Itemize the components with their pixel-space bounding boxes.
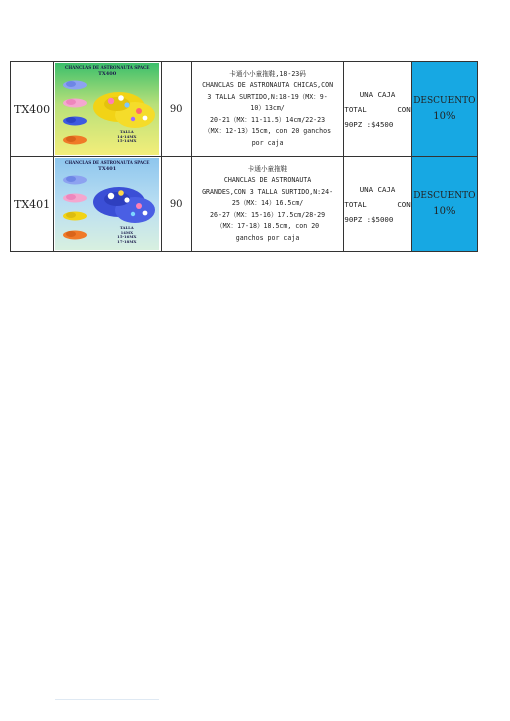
image-title: CHANCLAS DE ASTRONAUTA SPACE	[65, 160, 150, 165]
talla-label: TALLA	[119, 225, 134, 230]
description-line: 26-27（MX：15-16）17.5cm/28-29	[210, 210, 326, 219]
table-row	[11, 62, 478, 157]
image-code: TX401	[98, 166, 117, 172]
price-line: TOTAL CON	[344, 199, 411, 209]
price-line: 90PZ :$5000	[344, 214, 394, 224]
description-line: 3 TALLA SURTIDO,N:18-19（MX：9-	[207, 92, 328, 101]
discount-value: 10%	[433, 206, 456, 217]
image-sizes	[117, 130, 136, 144]
price-line: 90PZ :$4500	[344, 119, 394, 129]
description	[191, 157, 344, 252]
image-title: CHANCLAS DE ASTRONAUTA SPACE	[65, 65, 150, 70]
size-label: 17-18MX	[117, 238, 137, 244]
price-line: UNA CAJA	[359, 184, 396, 194]
description-line: 10）13cm/	[250, 104, 285, 113]
size-label: 15-14MX	[117, 138, 137, 144]
description-line: CHANCLAS DE ASTRONAUTA	[223, 176, 312, 185]
description-line: por caja	[251, 138, 284, 147]
product-image-cell	[54, 157, 161, 252]
description-line: 20-21（MX：11-11.5）14cm/22-23	[210, 115, 326, 124]
product-table	[10, 61, 478, 252]
description-line: 25（MX：14）16.5cm/	[231, 199, 304, 208]
size-label: 14MX	[120, 229, 134, 235]
description-line: （MX：12-13）15cm, con 20 ganchos	[204, 127, 332, 136]
price	[344, 157, 411, 252]
description-line: （MX：17-18）18.5cm, con 20	[215, 222, 320, 231]
talla-label: TALLA	[119, 129, 134, 134]
image-code: TX400	[98, 71, 117, 77]
discount-label: DESCUENTO	[413, 191, 476, 201]
description-line: ganchos por caja	[235, 233, 300, 242]
image-sizes	[117, 226, 136, 244]
price-line: TOTAL CON	[344, 104, 411, 114]
description-line: CHANCLAS DE ASTRONAUTA CHICAS,CON	[202, 81, 334, 90]
quantity: 90	[161, 157, 191, 252]
description-line: 卡通小小童拖鞋,18-23码	[229, 69, 306, 78]
product-image	[55, 63, 159, 155]
product-image	[55, 158, 159, 250]
product-code: TX401	[11, 157, 54, 252]
description	[191, 62, 344, 157]
description-line: GRANDES,CON 3 TALLA SURTIDO,N:24-	[202, 187, 334, 196]
price-line: UNA CAJA	[359, 89, 396, 99]
footer-divider	[55, 699, 159, 700]
discount-badge	[411, 157, 477, 252]
table-row	[11, 157, 478, 252]
product-code: TX400	[11, 62, 54, 157]
size-label: 15-16MX	[117, 234, 137, 240]
discount-badge	[411, 62, 477, 157]
product-image-cell	[54, 62, 161, 157]
description-line: 卡通小童拖鞋	[247, 164, 288, 173]
discount-value: 10%	[433, 111, 456, 122]
price	[344, 62, 411, 157]
quantity: 90	[161, 62, 191, 157]
discount-label: DESCUENTO	[413, 96, 476, 106]
size-label: 14-14MX	[117, 133, 137, 139]
